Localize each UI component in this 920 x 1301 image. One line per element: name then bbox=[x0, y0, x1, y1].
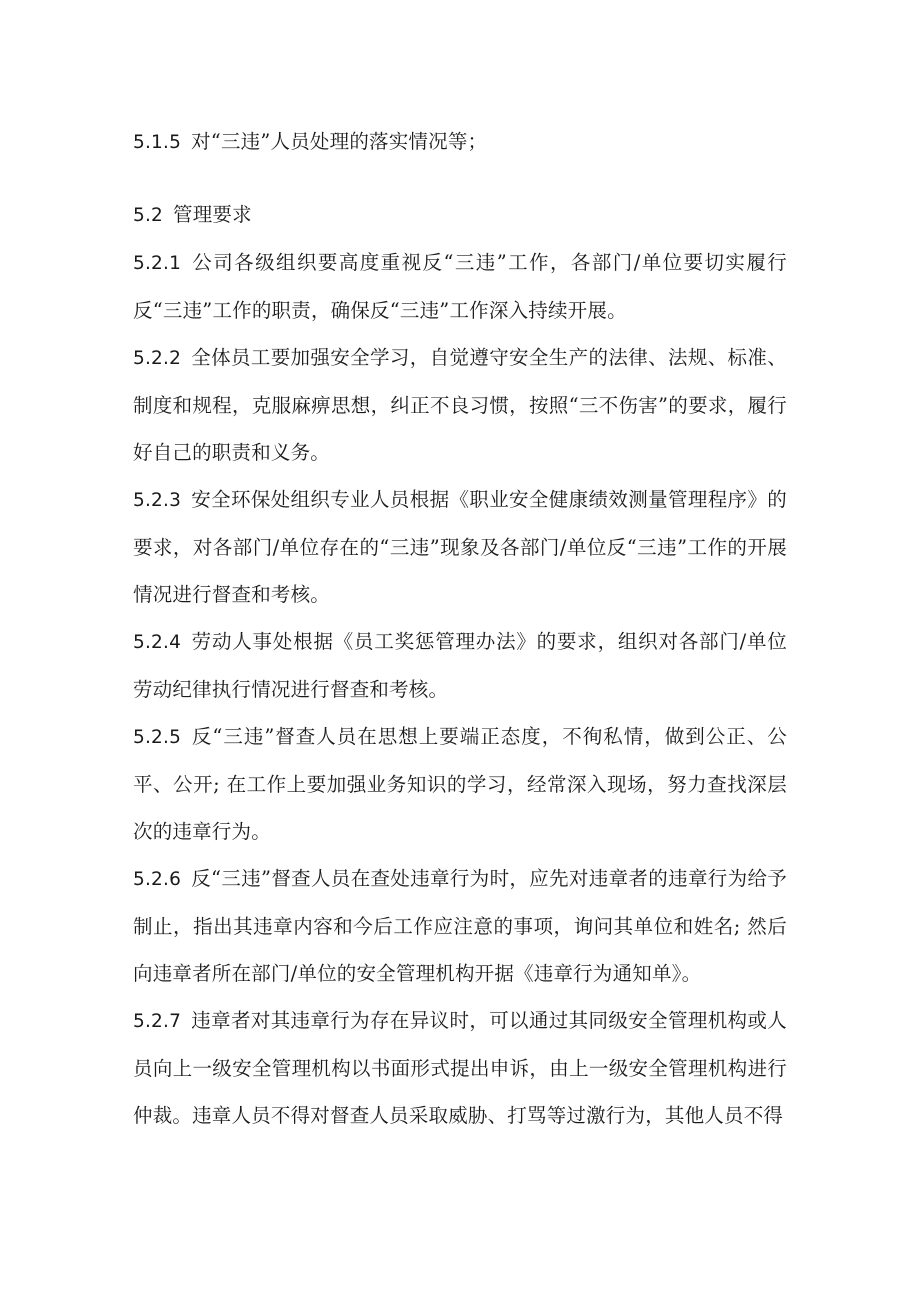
clause-text: 劳动人事处根据《员工奖惩管理办法》的要求，组织对各部门/单位劳动纪律执行情况进行督查和考核。 bbox=[133, 630, 787, 701]
clause-number: 5.2.7 bbox=[133, 1011, 182, 1032]
paragraph-5-2-1 bbox=[133, 239, 787, 334]
document-page bbox=[133, 118, 787, 1139]
paragraph-5-1-5 bbox=[133, 118, 787, 166]
clause-text: 公司各级组织要高度重视反“三违”工作，各部门/单位要切实履行反“三违”工作的职责，确保反“三违”工作深入持续开展。 bbox=[133, 251, 787, 322]
clause-text: 管理要求 bbox=[173, 203, 252, 226]
clause-number: 5.2.6 bbox=[133, 869, 182, 890]
clause-number: 5.2 bbox=[133, 205, 164, 226]
paragraph-5-2-4 bbox=[133, 618, 787, 713]
clause-number: 5.1.5 bbox=[133, 132, 182, 153]
clause-number: 5.2.3 bbox=[133, 490, 182, 511]
clause-text: 安全环保处组织专业人员根据《职业安全健康绩效测量管理程序》的要求，对各部门/单位存在的“三违”现象及各部门/单位反“三违”工作的开展情况进行督查和考核。 bbox=[133, 488, 787, 606]
clause-number: 5.2.5 bbox=[133, 727, 182, 748]
paragraph-5-2-2 bbox=[133, 334, 787, 476]
clause-text: 反“三违”督查人员在查处违章行为时，应先对违章者的违章行为给予制止，指出其违章内容和今后工作应注意的事项，询问其单位和姓名; 然后向违章者所在部门/单位的安全管理机构开据《违章行为通知单》。 bbox=[133, 867, 787, 985]
paragraph-5-2-5 bbox=[133, 713, 787, 855]
clause-text: 对“三违”人员处理的落实情况等； bbox=[191, 130, 488, 153]
clause-text: 违章者对其违章行为存在异议时，可以通过其同级安全管理机构或人员向上一级安全管理机构以书面形式提出申诉，由上一级安全管理机构进行仲裁。违章人员不得对督查人员采取威胁、打骂等过激行为，其他人员不得 bbox=[133, 1009, 787, 1127]
paragraph-5-2-3 bbox=[133, 476, 787, 618]
clause-number: 5.2.4 bbox=[133, 632, 182, 653]
section-heading-5-2 bbox=[133, 191, 787, 239]
paragraph-5-2-6 bbox=[133, 855, 787, 997]
paragraph-5-2-7 bbox=[133, 997, 787, 1139]
clause-number: 5.2.2 bbox=[133, 348, 182, 369]
clause-text: 全体员工要加强安全学习，自觉遵守安全生产的法律、法规、标准、制度和规程，克服麻痹思想，纠正不良习惯，按照“三不伤害”的要求，履行好自己的职责和义务。 bbox=[133, 346, 787, 464]
clause-number: 5.2.1 bbox=[133, 253, 182, 274]
clause-text: 反“三违”督查人员在思想上要端正态度，不徇私情，做到公正、公平、公开; 在工作上要加强业务知识的学习，经常深入现场，努力查找深层次的违章行为。 bbox=[133, 725, 787, 843]
